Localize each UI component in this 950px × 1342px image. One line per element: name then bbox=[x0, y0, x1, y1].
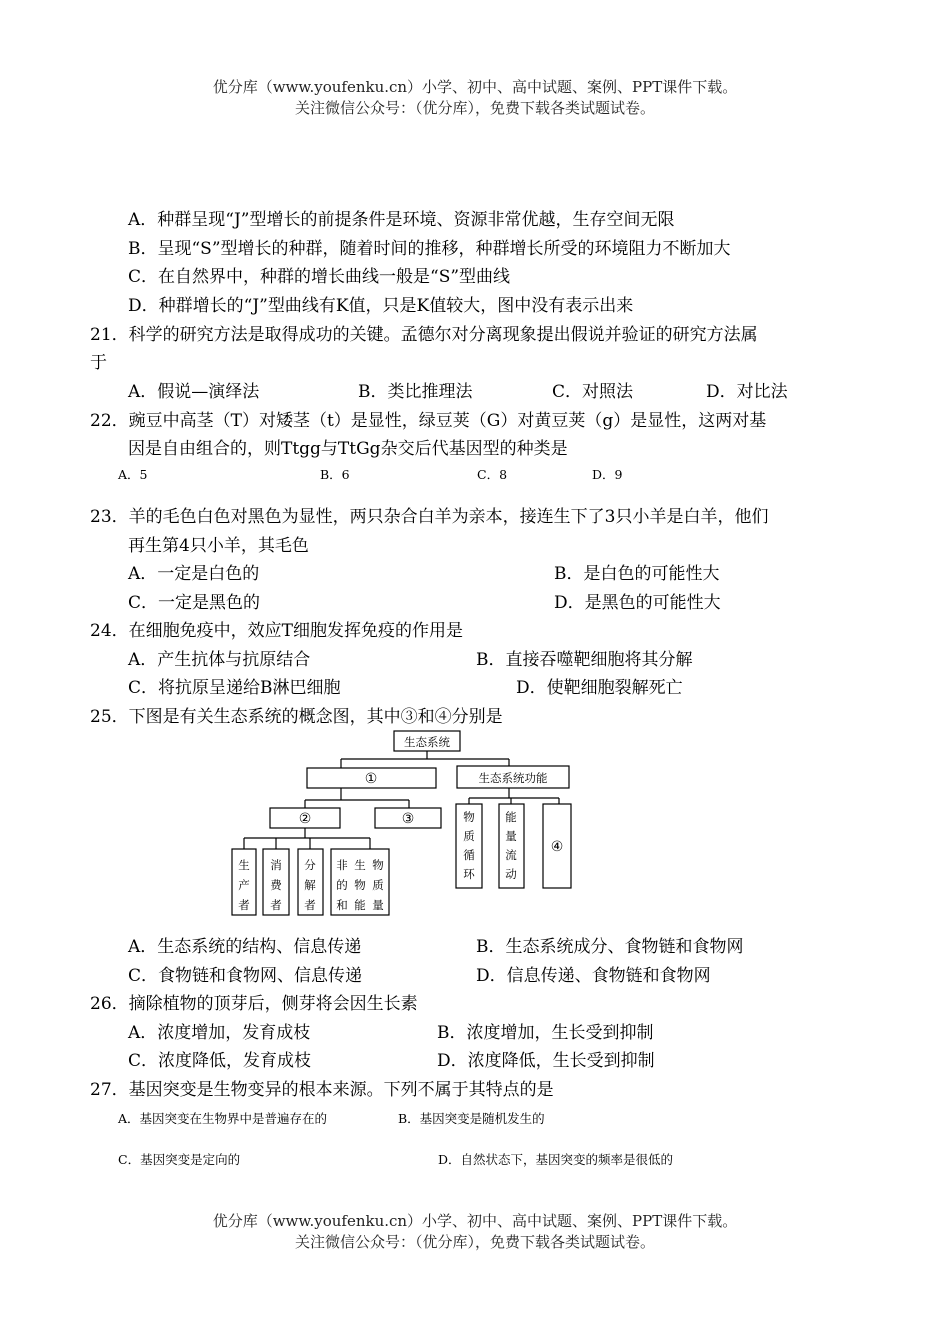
node-3-label: ③ bbox=[401, 811, 415, 827]
abiotic-char: 质 bbox=[372, 878, 384, 892]
q25-option-d: D．信息传递、食物链和食物网 bbox=[476, 966, 711, 986]
q20-option-d: D．种群增长的“J”型曲线有K值，只是K值较大，图中没有表示出来 bbox=[128, 296, 634, 316]
cycle-char: 物 bbox=[463, 810, 475, 824]
q23-option-b: B．是白色的可能性大 bbox=[554, 564, 720, 584]
q21-option-a: A．假说—演绎法 bbox=[128, 382, 260, 402]
footer-line-1: 优分库（www.youfenku.cn）小学、初中、高中试题、案例、PPT课件下载。 bbox=[212, 1212, 738, 1230]
consumer-char: 消 bbox=[270, 858, 282, 872]
cycle-char: 循 bbox=[463, 848, 475, 862]
q24-option-d: D．使靶细胞裂解死亡 bbox=[516, 678, 683, 698]
abiotic-char: 非 bbox=[336, 858, 348, 872]
q27-option-d: D．自然状态下，基因突变的频率是很低的 bbox=[438, 1152, 674, 1167]
abiotic-char: 能 bbox=[354, 898, 366, 912]
flow-char: 流 bbox=[505, 848, 517, 862]
q23-option-d: D．是黑色的可能性大 bbox=[554, 593, 721, 613]
node-2-label: ② bbox=[298, 811, 312, 827]
node-4-label: ④ bbox=[550, 839, 564, 855]
flow-char: 量 bbox=[505, 829, 517, 843]
q22-stem: 22．豌豆中高茎（T）对矮茎（t）是显性，绿豆荚（G）对黄豆荚（g）是显性，这两对基 bbox=[90, 411, 767, 431]
decomposer-char: 分 bbox=[304, 858, 316, 872]
q23-stem: 23．羊的毛色白色对黑色为显性，两只杂合白羊为亲本，接连生下了3只小羊是白羊，他们 bbox=[90, 507, 769, 527]
q23-stem-cont: 再生第4只小羊，其毛色 bbox=[128, 536, 309, 556]
q27-option-b: B．基因突变是随机发生的 bbox=[398, 1111, 545, 1126]
q27-stem: 27．基因突变是生物变异的根本来源。下列不属于其特点的是 bbox=[90, 1080, 554, 1100]
q21-option-b: B．类比推理法 bbox=[358, 382, 473, 402]
q20-option-c: C．在自然界中，种群的增长曲线一般是“S”型曲线 bbox=[128, 267, 511, 287]
abiotic-char: 和 bbox=[336, 898, 348, 912]
q26-option-c: C．浓度降低，发育成枝 bbox=[128, 1051, 312, 1071]
q20-option-b: B．呈现“S”型增长的种群，随着时间的推移，种群增长所受的环境阻力不断加大 bbox=[128, 239, 731, 259]
q22-option-b: B．6 bbox=[320, 467, 350, 482]
function-label: 生态系统功能 bbox=[478, 771, 548, 785]
q21-option-d: D．对比法 bbox=[706, 382, 788, 402]
q22-option-d: D．9 bbox=[592, 467, 623, 482]
q24-option-a: A．产生抗体与抗原结合 bbox=[128, 650, 311, 670]
q22-option-c: C．8 bbox=[477, 467, 508, 482]
q26-stem: 26．摘除植物的顶芽后，侧芽将会因生长素 bbox=[90, 994, 418, 1014]
q25-stem: 25．下图是有关生态系统的概念图，其中③和④分别是 bbox=[90, 707, 503, 727]
q20-option-a: A．种群呈现“J”型增长的前提条件是环境、资源非常优越，生存空间无限 bbox=[128, 210, 675, 230]
flow-char: 动 bbox=[505, 867, 517, 881]
q25-option-b: B．生态系统成分、食物链和食物网 bbox=[476, 937, 744, 957]
decomposer-char: 解 bbox=[304, 878, 316, 892]
producer-char: 者 bbox=[238, 898, 250, 912]
ecosystem-concept-diagram bbox=[225, 728, 585, 920]
q27-option-c: C．基因突变是定向的 bbox=[118, 1152, 241, 1167]
q24-stem: 24．在细胞免疫中，效应T细胞发挥免疫的作用是 bbox=[90, 621, 463, 641]
consumer-char: 费 bbox=[270, 878, 282, 892]
cycle-char: 质 bbox=[463, 829, 475, 843]
abiotic-char: 量 bbox=[372, 898, 384, 912]
q22-stem-cont: 因是自由组合的，则Ttgg与TtGg杂交后代基因型的种类是 bbox=[128, 439, 568, 459]
decomposer-char: 者 bbox=[304, 898, 316, 912]
consumer-char: 者 bbox=[270, 898, 282, 912]
abiotic-char: 物 bbox=[354, 878, 366, 892]
q27-option-a: A．基因突变在生物界中是普遍存在的 bbox=[118, 1111, 328, 1126]
abiotic-char: 物 bbox=[372, 858, 384, 872]
q23-option-a: A．一定是白色的 bbox=[128, 564, 260, 584]
q26-option-a: A．浓度增加，发育成枝 bbox=[128, 1023, 311, 1043]
q21-option-c: C．对照法 bbox=[552, 382, 634, 402]
q25-option-c: C．食物链和食物网、信息传递 bbox=[128, 966, 363, 986]
q26-option-d: D．浓度降低，生长受到抑制 bbox=[437, 1051, 655, 1071]
abiotic-char: 生 bbox=[354, 858, 366, 872]
q24-option-b: B．直接吞噬靶细胞将其分解 bbox=[476, 650, 693, 670]
flow-char: 能 bbox=[505, 810, 517, 824]
node-1-label: ① bbox=[364, 771, 378, 787]
cycle-char: 环 bbox=[463, 867, 475, 881]
q21-stem-cont: 于 bbox=[90, 353, 107, 373]
root-label: 生态系统 bbox=[404, 735, 450, 749]
q21-stem: 21．科学的研究方法是取得成功的关键。孟德尔对分离现象提出假说并验证的研究方法属 bbox=[90, 325, 758, 345]
q22-option-a: A．5 bbox=[118, 467, 148, 482]
header-line-2: 关注微信公众号：（优分库），免费下载各类试题试卷。 bbox=[294, 99, 655, 117]
producer-char: 产 bbox=[238, 878, 250, 892]
q24-option-c: C．将抗原呈递给B淋巴细胞 bbox=[128, 678, 341, 698]
header-line-1: 优分库（www.youfenku.cn）小学、初中、高中试题、案例、PPT课件下载。 bbox=[212, 78, 738, 96]
abiotic-char: 的 bbox=[336, 878, 348, 892]
q26-option-b: B．浓度增加，生长受到抑制 bbox=[437, 1023, 654, 1043]
footer-line-2: 关注微信公众号：（优分库），免费下载各类试题试卷。 bbox=[294, 1233, 655, 1251]
producer-char: 生 bbox=[238, 858, 250, 872]
q25-option-a: A．生态系统的结构、信息传递 bbox=[128, 937, 362, 957]
q23-option-c: C．一定是黑色的 bbox=[128, 593, 261, 613]
